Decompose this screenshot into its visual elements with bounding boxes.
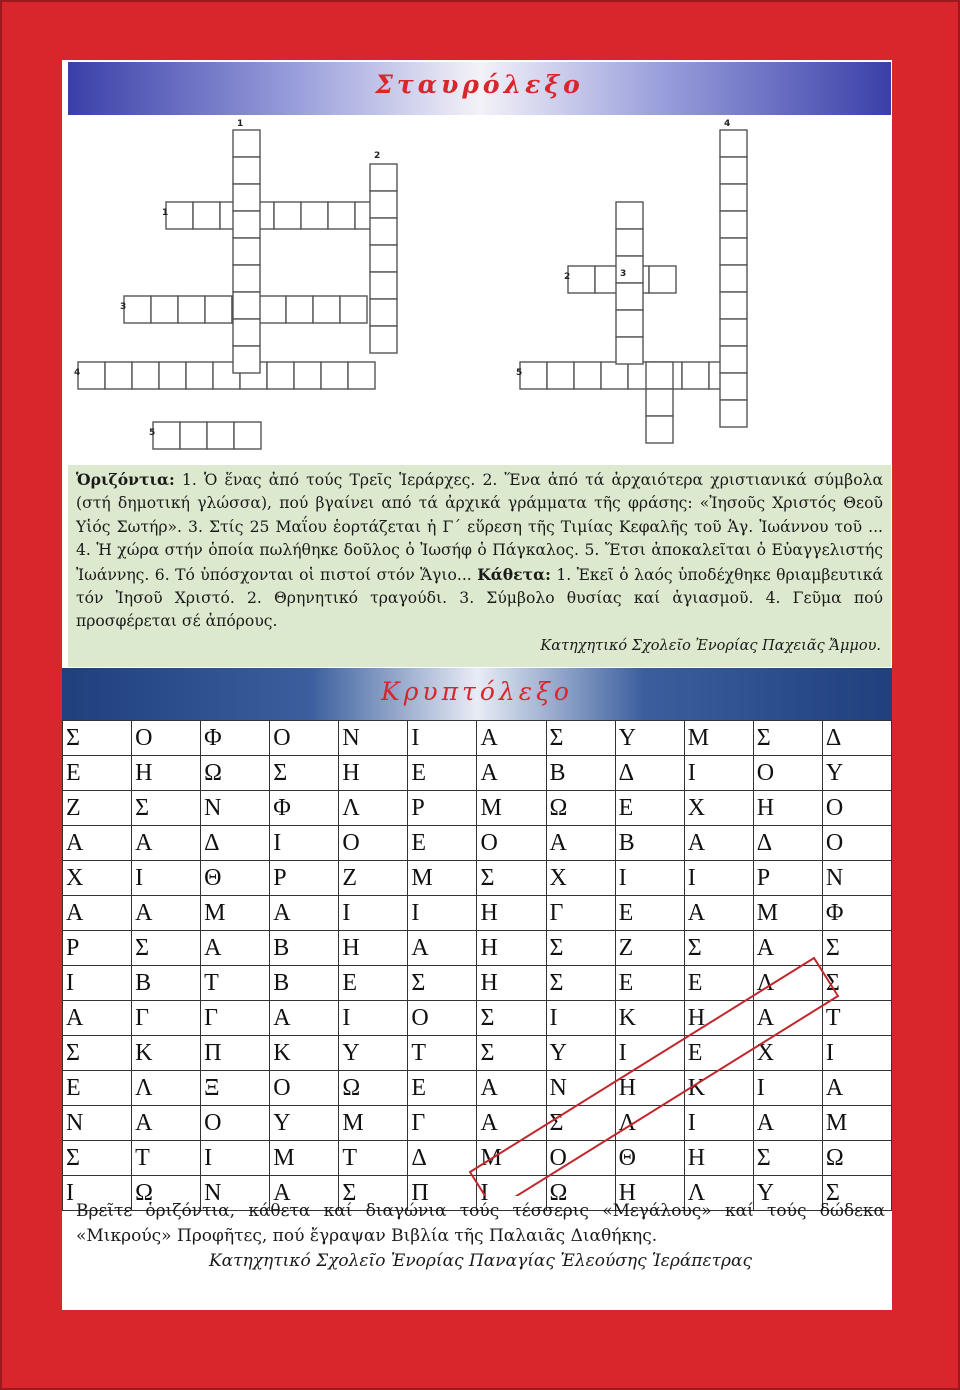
wordsearch-banner <box>62 668 892 720</box>
wordsearch-cell: Σ <box>477 1001 546 1036</box>
wordsearch-row <box>63 1001 892 1036</box>
crossword-cell <box>151 296 178 323</box>
crossword-cell <box>720 319 747 346</box>
crossword-cell <box>321 362 348 389</box>
wordsearch-cell: Α <box>684 826 753 861</box>
wordsearch-cell: Ν <box>63 1106 132 1141</box>
crossword-number: 3 <box>620 269 627 279</box>
vertical-label: Κάθετα: <box>477 564 551 584</box>
crossword-cell <box>233 130 260 157</box>
crossword-cell <box>132 362 159 389</box>
wordsearch-cell: Μ <box>822 1106 891 1141</box>
crossword-cell <box>348 362 375 389</box>
wordsearch-title: Κρυπτόλεξο <box>381 677 573 706</box>
wordsearch-cell: Μ <box>684 721 753 756</box>
wordsearch-cell: Λ <box>132 1071 201 1106</box>
wordsearch-cell: Α <box>753 931 822 966</box>
wordsearch-cell: Ι <box>684 1106 753 1141</box>
crossword-cell <box>646 362 673 389</box>
crossword-cell <box>207 422 234 449</box>
wordsearch-cell: Τ <box>339 1141 408 1176</box>
wordsearch-cell: Μ <box>270 1141 339 1176</box>
wordsearch-cell: Ι <box>477 1176 546 1211</box>
crossword-cell <box>234 422 261 449</box>
wordsearch-cell: Α <box>63 1001 132 1036</box>
wordsearch-cell: Μ <box>339 1106 408 1141</box>
wordsearch-cell: Α <box>270 1001 339 1036</box>
crossword-cell <box>274 202 301 229</box>
wordsearch-cell: Δ <box>615 756 684 791</box>
wordsearch-cell: Ο <box>408 1001 477 1036</box>
wordsearch-cell: Ε <box>63 1071 132 1106</box>
wordsearch-cell: Κ <box>270 1036 339 1071</box>
wordsearch-cell: Ι <box>63 1176 132 1211</box>
wordsearch-cell: Α <box>132 896 201 931</box>
crossword-cell <box>193 202 220 229</box>
wordsearch-cell: Υ <box>339 1036 408 1071</box>
crossword-cell <box>370 218 397 245</box>
crossword-cell <box>124 296 151 323</box>
wordsearch-cell: Ζ <box>615 931 684 966</box>
wordsearch-cell: Τ <box>408 1036 477 1071</box>
crossword-cell <box>720 265 747 292</box>
wordsearch-cell: Σ <box>132 931 201 966</box>
wordsearch-cell: Α <box>753 1106 822 1141</box>
wordsearch-cell: Α <box>546 826 615 861</box>
wordsearch-cell: Δ <box>201 826 270 861</box>
wordsearch-cell: Ι <box>753 1071 822 1106</box>
wordsearch-cell: Μ <box>408 861 477 896</box>
crossword-cell <box>233 319 260 346</box>
clues-credit: Κατηχητικό Σχολεῖο Ἐνορίας Παχειᾶς Ἄμμου. <box>540 637 881 654</box>
wordsearch-cell: Σ <box>753 1141 822 1176</box>
wordsearch-cell: Υ <box>546 1036 615 1071</box>
wordsearch-row <box>63 861 892 896</box>
crossword-cell <box>233 292 260 319</box>
wordsearch-cell: Ι <box>408 896 477 931</box>
wordsearch-cell: Β <box>132 966 201 1001</box>
wordsearch-cell: Ε <box>63 756 132 791</box>
wordsearch-cell: Ο <box>822 826 891 861</box>
wordsearch-cell: Ο <box>132 721 201 756</box>
wordsearch-cell: Ν <box>201 791 270 826</box>
wordsearch-cell: Μ <box>201 896 270 931</box>
crossword-cell <box>720 292 747 319</box>
crossword-cell <box>370 164 397 191</box>
wordsearch-cell: Α <box>477 1106 546 1141</box>
wordsearch-grid <box>62 720 892 1206</box>
wordsearch-cell: Θ <box>615 1141 684 1176</box>
wordsearch-cell: Α <box>63 896 132 931</box>
wordsearch-cell: Σ <box>270 756 339 791</box>
wordsearch-cell: Σ <box>546 1106 615 1141</box>
wordsearch-cell: Ο <box>753 756 822 791</box>
wordsearch-cell: Ε <box>408 756 477 791</box>
crossword-grid-svg <box>68 116 891 464</box>
wordsearch-cell: Η <box>615 1176 684 1211</box>
footer <box>68 1196 891 1308</box>
wordsearch-cell: Ξ <box>201 1071 270 1106</box>
wordsearch-cell: Δ <box>408 1141 477 1176</box>
crossword-cell <box>601 362 628 389</box>
wordsearch-row <box>63 756 892 791</box>
wordsearch-cell: Λ <box>339 791 408 826</box>
wordsearch-cell: Β <box>615 826 684 861</box>
wordsearch-cell: Λ <box>753 966 822 1001</box>
wordsearch-cell: Ρ <box>408 791 477 826</box>
wordsearch-cell: Σ <box>546 966 615 1001</box>
crossword-cell <box>370 245 397 272</box>
wordsearch-cell: Ι <box>270 826 339 861</box>
crossword-cell <box>547 362 574 389</box>
wordsearch-cell: Σ <box>753 721 822 756</box>
wordsearch-cell: Ω <box>132 1176 201 1211</box>
crossword-cell <box>720 238 747 265</box>
wordsearch-cell: Ω <box>546 791 615 826</box>
crossword-cell <box>616 310 643 337</box>
wordsearch-cell: Φ <box>270 791 339 826</box>
wordsearch-cell: Η <box>684 1001 753 1036</box>
wordsearch-cell: Σ <box>132 791 201 826</box>
wordsearch-cell: Α <box>408 931 477 966</box>
crossword-cell <box>233 265 260 292</box>
wordsearch-cell: Σ <box>684 931 753 966</box>
wordsearch-cell: Σ <box>546 721 615 756</box>
crossword-cell <box>186 362 213 389</box>
wordsearch-row <box>63 1036 892 1071</box>
wordsearch-cell: Α <box>477 721 546 756</box>
wordsearch-cell: Ι <box>339 1001 408 1036</box>
wordsearch-cell: Ε <box>408 1071 477 1106</box>
crossword-number: 5 <box>516 368 523 378</box>
crossword-cell <box>616 283 643 310</box>
wordsearch-cell: Α <box>201 931 270 966</box>
crossword-cell <box>720 373 747 400</box>
crossword-cell <box>166 202 193 229</box>
wordsearch-cell: Υ <box>615 721 684 756</box>
wordsearch-row <box>63 896 892 931</box>
wordsearch-row <box>63 1141 892 1176</box>
crossword-cell <box>616 202 643 229</box>
crossword-cell <box>286 296 313 323</box>
crossword-cell <box>646 389 673 416</box>
crossword-number: 4 <box>724 119 731 129</box>
wordsearch-cell: Η <box>339 931 408 966</box>
crossword-number: 1 <box>237 119 244 129</box>
wordsearch-cell: Ρ <box>753 861 822 896</box>
wordsearch-cell: Η <box>339 756 408 791</box>
wordsearch-cell: Ο <box>546 1141 615 1176</box>
wordsearch-cell: Β <box>546 756 615 791</box>
wordsearch-cell: Ι <box>546 1001 615 1036</box>
wordsearch-cell: Ν <box>339 721 408 756</box>
wordsearch-cell: Ι <box>684 756 753 791</box>
wordsearch-cell: Ι <box>822 1036 891 1071</box>
crossword-cell <box>574 362 601 389</box>
wordsearch-cell: Φ <box>201 721 270 756</box>
wordsearch-cell: Ι <box>63 966 132 1001</box>
wordsearch-cell: Ο <box>270 1071 339 1106</box>
wordsearch-cell: Τ <box>132 1141 201 1176</box>
wordsearch-cell: Λ <box>684 1176 753 1211</box>
crossword-cell <box>153 422 180 449</box>
wordsearch-cell: Α <box>270 896 339 931</box>
wordsearch-table <box>62 720 892 1211</box>
wordsearch-cell: Ω <box>822 1141 891 1176</box>
wordsearch-cell: Μ <box>477 791 546 826</box>
footer-credit: Κατηχητικό Σχολεῖο Ἐνορίας Παναγίας Ἐλεούσης Ἱεράπετρας <box>208 1251 753 1271</box>
wordsearch-cell: Θ <box>201 861 270 896</box>
horizontal-clues: 1. Ὁ ἕνας ἀπό τούς Τρεῖς Ἱεράρχες. 2. Ἕνα ἀπό τά ἀρχαιότερα χριστιανικά σύμβολα (στή δημοτική γλώσσα), πού βγαίνει από τά ἀρχικά γράμματα τῆς φράσης: «Ἰησοῦς Χριστός Θεοῦ Υἱός Σωτήρ». 3. Στίς 25 Μαΐου ἑορτάζεται ἡ Γ΄ εὕρεση τῆς Τιμίας Κεφαλῆς τοῦ Ἁγ. Ἰωάννου τοῦ ... 4. Ἡ χώρα στήν ὁποία πωλήθηκε δοῦλος ὁ Ἰωσήφ ὁ Πάγκαλος. 5. Ἔτσι ἀποκαλεῖται ὁ Εὐαγγελιστής Ἰωάννης. 6. Τό ὑπόσχονται οἱ πιστοί στόν Ἅγιο... <box>76 471 883 584</box>
wordsearch-cell: Ε <box>615 791 684 826</box>
wordsearch-cell: Α <box>684 896 753 931</box>
crossword-cell <box>233 184 260 211</box>
wordsearch-cell: Ε <box>684 966 753 1001</box>
wordsearch-cell: Γ <box>132 1001 201 1036</box>
wordsearch-cell: Π <box>201 1036 270 1071</box>
wordsearch-cell: Ι <box>201 1141 270 1176</box>
crossword-cell <box>616 229 643 256</box>
wordsearch-cell: Α <box>477 756 546 791</box>
crossword-cell <box>720 184 747 211</box>
wordsearch-cell: Α <box>270 1176 339 1211</box>
wordsearch-cell: Σ <box>339 1176 408 1211</box>
wordsearch-row <box>63 721 892 756</box>
crossword-cell <box>178 296 205 323</box>
wordsearch-cell: Σ <box>63 1036 132 1071</box>
crossword-cell <box>340 296 367 323</box>
wordsearch-cell: Ν <box>822 861 891 896</box>
horizontal-label: Ὁριζόντια: <box>76 470 175 489</box>
wordsearch-cell: Σ <box>63 721 132 756</box>
crossword-cell <box>180 422 207 449</box>
crossword-number: 2 <box>564 272 571 282</box>
crossword-cell <box>205 296 232 323</box>
wordsearch-cell: Ο <box>201 1106 270 1141</box>
wordsearch-cell: Ν <box>201 1176 270 1211</box>
wordsearch-cell: Ι <box>684 861 753 896</box>
crossword-cell <box>616 337 643 364</box>
crossword-grid <box>68 116 891 464</box>
crossword-cell <box>720 157 747 184</box>
wordsearch-cell: Β <box>270 931 339 966</box>
crossword-cell <box>233 211 260 238</box>
crossword-cell <box>233 238 260 265</box>
wordsearch-cell: Υ <box>822 756 891 791</box>
wordsearch-cell: Π <box>408 1176 477 1211</box>
wordsearch-row <box>63 931 892 966</box>
wordsearch-cell: Β <box>270 966 339 1001</box>
wordsearch-cell: Ν <box>546 1071 615 1106</box>
crossword-cell <box>720 211 747 238</box>
clues-box <box>68 465 891 667</box>
wordsearch-cell: Κ <box>615 1001 684 1036</box>
instructions: Βρεῖτε ὁριζόντια, κάθετα καί διαγώνια τούς τέσσερις «Μεγάλους» καί τούς δώδεκα «Μικρούς» Προφῆτες, πού ἔγραψαν Βιβλία τῆς Παλαιᾶς Διαθήκης. <box>76 1201 885 1246</box>
wordsearch-cell: Κ <box>132 1036 201 1071</box>
wordsearch-cell: Ε <box>615 966 684 1001</box>
wordsearch-cell: Ω <box>201 756 270 791</box>
wordsearch-cell: Ο <box>477 826 546 861</box>
wordsearch-cell: Ζ <box>339 861 408 896</box>
crossword-cell <box>646 416 673 443</box>
wordsearch-cell: Σ <box>408 966 477 1001</box>
wordsearch-cell: Γ <box>546 896 615 931</box>
wordsearch-cell: Γ <box>201 1001 270 1036</box>
wordsearch-cell: Ε <box>684 1036 753 1071</box>
wordsearch-cell: Λ <box>615 1106 684 1141</box>
crossword-cell <box>313 296 340 323</box>
wordsearch-cell: Ε <box>408 826 477 861</box>
crossword-cell <box>370 326 397 353</box>
wordsearch-cell: Ι <box>615 861 684 896</box>
crossword-cell <box>78 362 105 389</box>
crossword-title: Σταυρόλεξο <box>375 70 584 99</box>
wordsearch-cell: Η <box>132 756 201 791</box>
wordsearch-cell: Χ <box>63 861 132 896</box>
crossword-cell <box>105 362 132 389</box>
wordsearch-cell: Η <box>615 1071 684 1106</box>
crossword-number: 1 <box>162 208 169 218</box>
crossword-cell <box>259 296 286 323</box>
wordsearch-cell: Α <box>477 1071 546 1106</box>
wordsearch-cell: Τ <box>822 1001 891 1036</box>
crossword-cell <box>267 362 294 389</box>
crossword-number: 3 <box>120 302 127 312</box>
wordsearch-cell: Σ <box>477 861 546 896</box>
crossword-cell <box>370 191 397 218</box>
wordsearch-cell: Ι <box>339 896 408 931</box>
wordsearch-cell: Ε <box>615 896 684 931</box>
crossword-cell <box>370 272 397 299</box>
wordsearch-cell: Ο <box>339 826 408 861</box>
crossword-number: 5 <box>149 428 156 438</box>
wordsearch-cell: Υ <box>270 1106 339 1141</box>
wordsearch-cell: Χ <box>684 791 753 826</box>
wordsearch-cell: Α <box>63 826 132 861</box>
crossword-cell <box>233 346 260 373</box>
crossword-cell <box>328 202 355 229</box>
wordsearch-cell: Ι <box>615 1036 684 1071</box>
crossword-number: 4 <box>74 368 81 378</box>
wordsearch-cell: Α <box>132 1106 201 1141</box>
wordsearch-row <box>63 1071 892 1106</box>
crossword-cell <box>159 362 186 389</box>
crossword-cell <box>520 362 547 389</box>
wordsearch-cell: Υ <box>753 1176 822 1211</box>
crossword-cell <box>720 400 747 427</box>
wordsearch-cell: Ι <box>132 861 201 896</box>
crossword-cell <box>649 266 676 293</box>
wordsearch-cell: Ω <box>546 1176 615 1211</box>
wordsearch-cell: Γ <box>408 1106 477 1141</box>
wordsearch-row <box>63 791 892 826</box>
wordsearch-cell: Ρ <box>270 861 339 896</box>
wordsearch-cell: Α <box>753 1001 822 1036</box>
crossword-cell <box>294 362 321 389</box>
wordsearch-cell: Σ <box>546 931 615 966</box>
vertical-clues: 1. Ἐκεῖ ὁ λαός ὑποδέχθηκε θριαμβευτικά τόν Ἰησοῦ Χριστό. 2. Θρηνητικό τραγούδι. 3. Σύμβολο θυσίας καί ἁγιασμοῦ. 4. Γεῦμα πού προσφέρεται σέ ἀπόρους. <box>76 565 884 631</box>
wordsearch-cell: Φ <box>822 896 891 931</box>
crossword-cell <box>568 266 595 293</box>
wordsearch-cell: Μ <box>753 896 822 931</box>
wordsearch-cell: Χ <box>753 1036 822 1071</box>
wordsearch-cell: Α <box>822 1071 891 1106</box>
crossword-cell <box>370 299 397 326</box>
wordsearch-row <box>63 966 892 1001</box>
wordsearch-cell: Σ <box>822 966 891 1001</box>
wordsearch-cell: Δ <box>822 721 891 756</box>
wordsearch-cell: Μ <box>477 1141 546 1176</box>
wordsearch-cell: Α <box>132 826 201 861</box>
wordsearch-cell: Ε <box>339 966 408 1001</box>
wordsearch-cell: Ζ <box>63 791 132 826</box>
crossword-banner <box>68 62 891 115</box>
wordsearch-cell: Σ <box>822 931 891 966</box>
crossword-cell <box>233 157 260 184</box>
wordsearch-cell: Χ <box>546 861 615 896</box>
wordsearch-row <box>63 1106 892 1141</box>
wordsearch-cell: Ο <box>270 721 339 756</box>
wordsearch-cell: Σ <box>822 1176 891 1211</box>
wordsearch-cell: Ο <box>822 791 891 826</box>
wordsearch-cell: Σ <box>477 1036 546 1071</box>
wordsearch-cell: Η <box>753 791 822 826</box>
wordsearch-cell: Η <box>477 966 546 1001</box>
crossword-number: 2 <box>374 151 381 161</box>
wordsearch-cell: Σ <box>63 1141 132 1176</box>
crossword-cell <box>720 130 747 157</box>
wordsearch-cell: Ρ <box>63 931 132 966</box>
wordsearch-cell: Η <box>684 1141 753 1176</box>
crossword-cell <box>720 346 747 373</box>
wordsearch-cell: Ι <box>408 721 477 756</box>
wordsearch-cell: Δ <box>753 826 822 861</box>
wordsearch-cell: Η <box>477 931 546 966</box>
crossword-cell <box>682 362 709 389</box>
wordsearch-cell: Η <box>477 896 546 931</box>
wordsearch-cell: Κ <box>684 1071 753 1106</box>
wordsearch-cell: Τ <box>201 966 270 1001</box>
crossword-cell <box>301 202 328 229</box>
wordsearch-cell: Ω <box>339 1071 408 1106</box>
wordsearch-row <box>63 826 892 861</box>
